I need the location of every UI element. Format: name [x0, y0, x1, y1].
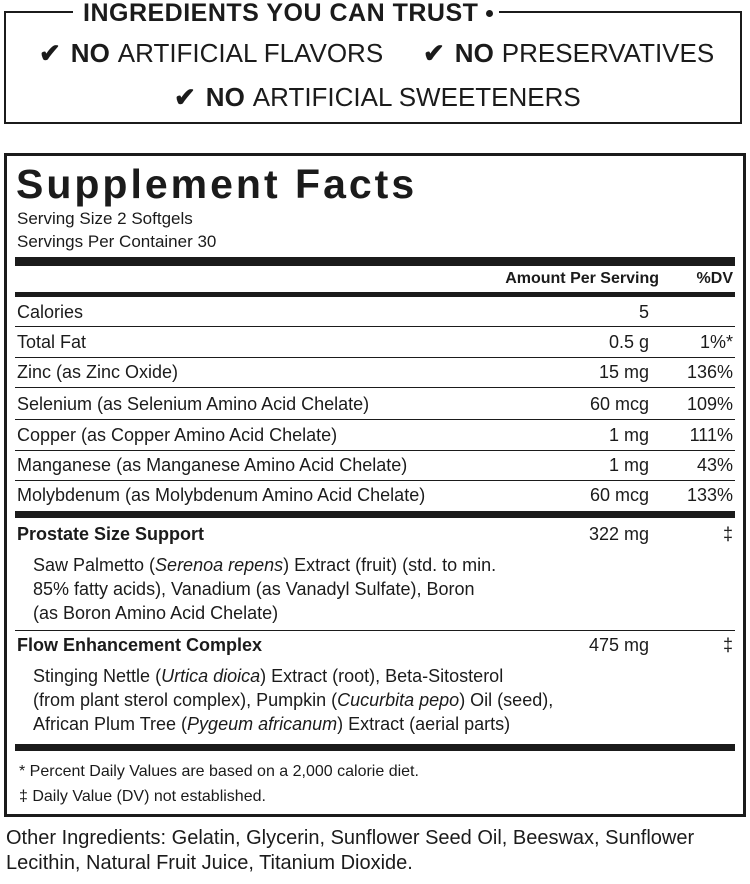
claim-bold: NO — [454, 38, 494, 68]
checkmark-icon: ✔ — [174, 82, 196, 112]
blend-desc-line: Stinging Nettle (Urtica dioica) Extract (root), Beta-Sitosterol — [33, 666, 504, 686]
banner-title — [73, 0, 499, 27]
nutrient-name: Calories — [17, 302, 84, 322]
nutrient-dv: 43% — [696, 455, 733, 475]
nutrient-name: Selenium (as Selenium Amino Acid Chelate) — [17, 394, 370, 414]
row-divider — [15, 480, 735, 481]
other-ingredients: Other Ingredients: Gelatin, Glycerin, Sunflower Seed Oil, Beeswax, Sunflower Lecithin, Natural Fruit Juice, Titanium Dioxide. — [6, 827, 695, 874]
claim-bold: NO — [70, 38, 110, 68]
nutrient-name: Molybdenum (as Molybdenum Amino Acid Chelate) — [17, 485, 426, 505]
nutrient-amount: 15 mg — [598, 362, 649, 382]
row-divider — [15, 450, 735, 451]
medium-divider — [15, 292, 735, 297]
serving-size: Serving Size 2 Softgels — [17, 209, 193, 228]
nutrient-dv: 136% — [686, 362, 733, 382]
claim-no-preservatives — [423, 38, 714, 68]
blend-name: Prostate Size Support — [17, 524, 205, 544]
nutrient-dv: 109% — [686, 394, 733, 414]
bullet-dot-icon — [486, 10, 493, 17]
blend-desc-line: Saw Palmetto (Serenoa repens) Extract (fruit) (std. to min. — [33, 555, 497, 575]
medium-divider — [15, 511, 735, 518]
header-dv: %DV — [696, 270, 733, 287]
blend-amount: 475 mg — [588, 635, 649, 655]
checkmark-icon: ✔ — [39, 38, 61, 68]
blend-description — [33, 553, 593, 625]
nutrient-name: Manganese (as Manganese Amino Acid Chelate) — [17, 455, 408, 475]
nutrient-dv: 1%* — [699, 332, 733, 352]
nutrient-amount: 5 — [638, 302, 649, 322]
blend-dv: ‡ — [722, 524, 733, 544]
thick-divider — [15, 257, 735, 266]
nutrient-amount: 60 mcg — [589, 485, 649, 505]
blend-desc-line: (as Boron Amino Acid Chelate) — [33, 603, 279, 623]
blend-description — [33, 664, 593, 736]
blend-desc-line: 85% fatty acids), Vanadium (as Vanadyl Sulfate), Boron — [33, 579, 475, 599]
nutrient-amount: 1 mg — [608, 425, 649, 445]
blend-amount: 322 mg — [588, 524, 649, 544]
facts-title: Supplement Facts — [16, 161, 418, 207]
row-divider — [15, 357, 735, 358]
nutrient-dv: 111% — [689, 425, 733, 445]
claim-no-artificial-sweeteners — [174, 82, 581, 112]
claim-text: ARTIFICIAL SWEETENERS — [252, 82, 581, 112]
medium-divider — [15, 744, 735, 751]
nutrient-amount: 0.5 g — [608, 332, 649, 352]
claim-bold: NO — [205, 82, 245, 112]
nutrient-amount: 1 mg — [608, 455, 649, 475]
blend-desc-line: (from plant sterol complex), Pumpkin (Cucurbita pepo) Oil (seed), — [33, 690, 554, 710]
servings-per-container: Servings Per Container 30 — [17, 232, 217, 251]
banner-title-text: INGREDIENTS YOU CAN TRUST — [83, 0, 479, 27]
row-divider — [15, 630, 735, 631]
checkmark-icon: ✔ — [423, 38, 445, 68]
row-divider — [15, 387, 735, 388]
nutrient-name: Total Fat — [17, 332, 87, 352]
row-divider — [15, 326, 735, 327]
blend-name: Flow Enhancement Complex — [17, 635, 263, 655]
ingredients-banner — [4, 0, 742, 124]
claim-text: ARTIFICIAL FLAVORS — [117, 38, 384, 68]
nutrient-amount: 60 mcg — [589, 394, 649, 414]
footnote-percent-daily-values: * Percent Daily Values are based on a 2,000 calorie diet. — [19, 763, 419, 780]
row-divider — [15, 419, 735, 420]
header-amount-per-serving: Amount Per Serving — [505, 270, 659, 287]
footnote-dv-not-established: ‡ Daily Value (DV) not established. — [19, 788, 266, 805]
nutrient-name: Zinc (as Zinc Oxide) — [17, 362, 179, 382]
claim-text: PRESERVATIVES — [501, 38, 715, 68]
claim-no-artificial-flavors — [39, 38, 383, 68]
nutrient-name: Copper (as Copper Amino Acid Chelate) — [17, 425, 338, 445]
blend-desc-line: African Plum Tree (Pygeum africanum) Extract (aerial parts) — [33, 714, 511, 734]
blend-dv: ‡ — [722, 635, 733, 655]
nutrient-dv: 133% — [686, 485, 733, 505]
supplement-facts-panel — [4, 153, 746, 817]
